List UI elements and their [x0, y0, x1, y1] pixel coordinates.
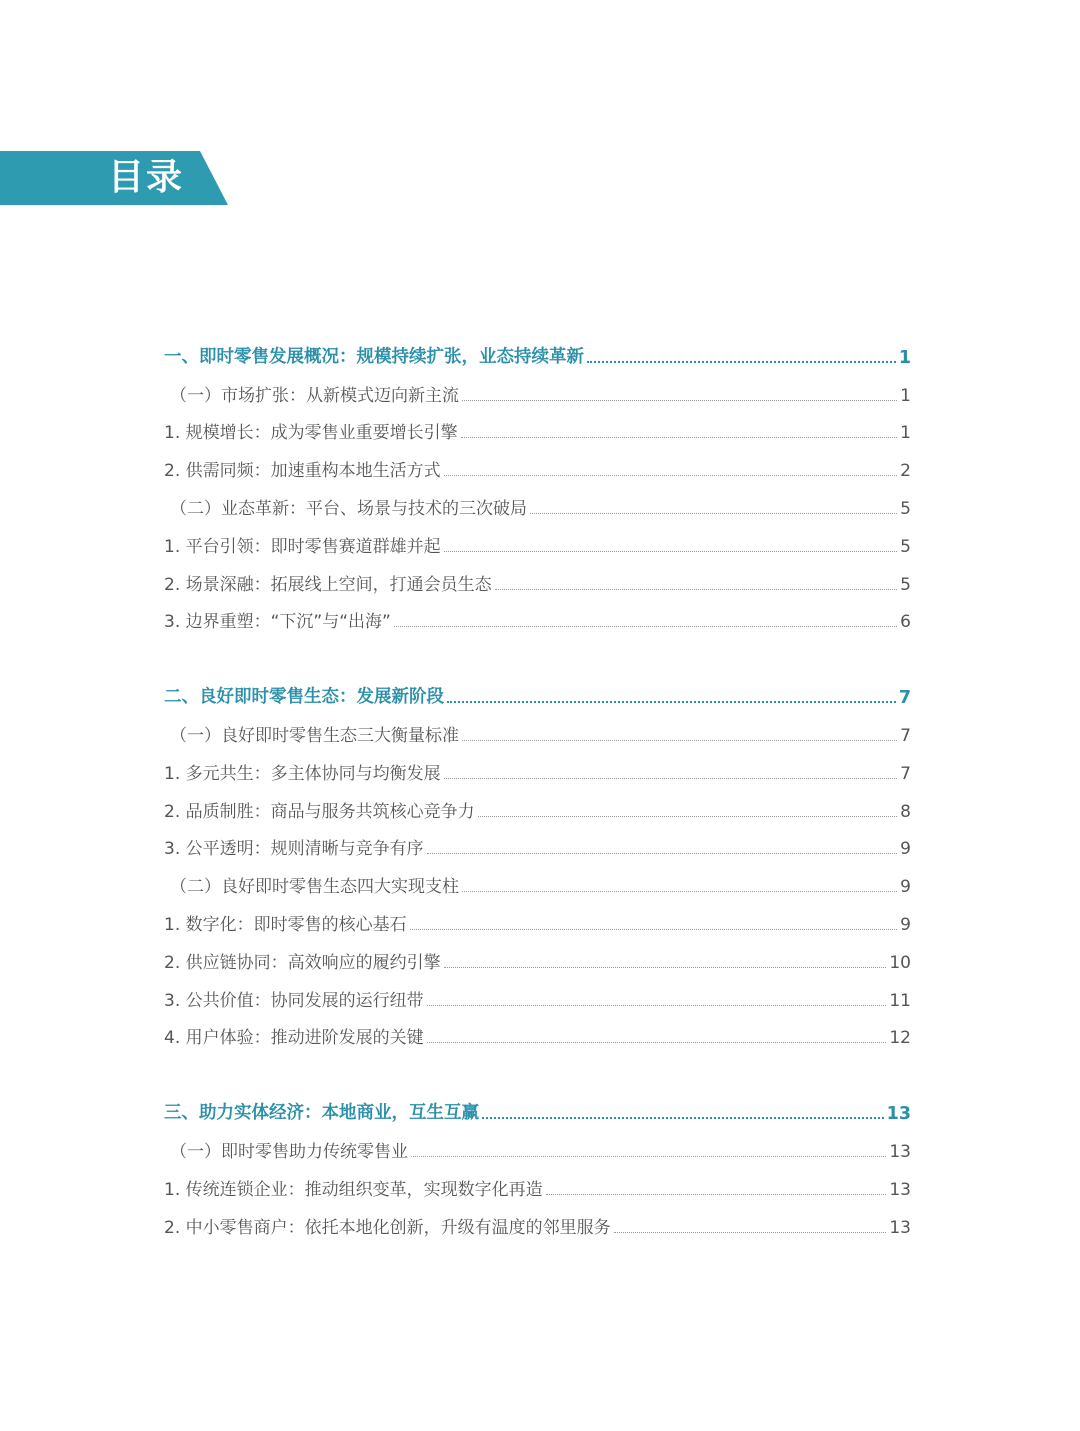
toc-page-number: 10 — [889, 952, 911, 973]
toc-entry[interactable] — [164, 1015, 911, 1053]
toc-entry-text: （一）即时零售助力传统零售业 — [170, 1141, 408, 1162]
toc-entry-text: 3. 公平透明：规则清晰与竞争有序 — [164, 839, 424, 860]
toc-entry[interactable] — [164, 410, 911, 448]
toc-entry-text: （一）良好即时零售生态三大衡量标准 — [170, 725, 459, 746]
dot-leader — [461, 437, 898, 438]
toc-page-number: 12 — [889, 1028, 911, 1049]
toc-page-number: 9 — [900, 877, 911, 898]
toc-entry-text: 二、良好即时零售生态：发展新阶段 — [164, 687, 444, 708]
toc-page-number: 6 — [900, 612, 911, 633]
toc-entry-text: 1. 规模增长：成为零售业重要增长引擎 — [164, 423, 458, 444]
toc-entry-text: （二）业态革新：平台、场景与技术的三次破局 — [170, 498, 527, 519]
dot-leader — [427, 1042, 887, 1043]
toc-entry-text: 1. 数字化：即时零售的核心基石 — [164, 914, 407, 935]
toc-page-number: 5 — [900, 536, 911, 557]
toc-subsection-entry[interactable] — [164, 712, 911, 750]
dot-leader — [411, 1156, 886, 1157]
toc-entry-text: 1. 多元共生：多主体协同与均衡发展 — [164, 763, 441, 784]
toc-page-number: 1 — [900, 385, 911, 406]
toc-entry-text: 1. 传统连锁企业：推动组织变革，实现数字化再造 — [164, 1179, 543, 1200]
toc-entry-text: 2. 中小零售商户：依托本地化创新，升级有温度的邻里服务 — [164, 1217, 611, 1238]
toc-entry[interactable] — [164, 826, 911, 864]
dot-leader — [587, 361, 896, 363]
toc-entry-text: 4. 用户体验：推动进阶发展的关键 — [164, 1028, 424, 1049]
toc-subsection-entry[interactable] — [164, 372, 911, 410]
dot-leader — [444, 778, 898, 779]
toc-page-number: 11 — [889, 990, 911, 1011]
toc-subsection-entry[interactable] — [164, 485, 911, 523]
toc-page-number: 1 — [900, 423, 911, 444]
toc-page-number: 13 — [889, 1179, 911, 1200]
toc-page-number: 7 — [898, 688, 911, 709]
toc-page-number: 5 — [900, 574, 911, 595]
table-of-contents — [164, 334, 911, 1242]
dot-leader — [444, 475, 898, 476]
toc-entry-text: 2. 场景深融：拓展线上空间，打通会员生态 — [164, 574, 492, 595]
toc-entry-text: 一、即时零售发展概况：规模持续扩张，业态持续革新 — [164, 346, 584, 367]
dot-leader — [462, 740, 897, 741]
dot-leader — [410, 929, 898, 930]
toc-page-number: 5 — [900, 498, 911, 519]
dot-leader — [462, 891, 897, 892]
toc-entry[interactable] — [164, 750, 911, 788]
dot-leader — [478, 816, 898, 817]
section-spacer — [164, 636, 911, 674]
toc-section-heading[interactable] — [164, 1090, 911, 1128]
toc-entry-text: 三、助力实体经济：本地商业，互生互赢 — [164, 1103, 479, 1124]
toc-section-heading[interactable] — [164, 674, 911, 712]
toc-entry-text: 2. 供需同频：加速重构本地生活方式 — [164, 461, 441, 482]
toc-subsection-entry[interactable] — [164, 1128, 911, 1166]
toc-entry-text: 2. 品质制胜：商品与服务共筑核心竞争力 — [164, 801, 475, 822]
toc-entry[interactable] — [164, 523, 911, 561]
toc-page-number: 9 — [900, 839, 911, 860]
dot-leader — [444, 551, 898, 552]
dot-leader — [394, 626, 897, 627]
toc-entry-text: 2. 供应链协同：高效响应的履约引擎 — [164, 952, 441, 973]
toc-entry[interactable] — [164, 561, 911, 599]
toc-entry[interactable] — [164, 977, 911, 1015]
toc-entry[interactable] — [164, 447, 911, 485]
section-spacer — [164, 1052, 911, 1090]
toc-entry-text: （一）市场扩张：从新模式迈向新主流 — [170, 385, 459, 406]
toc-page-number: 13 — [886, 1104, 911, 1125]
toc-page-number: 9 — [900, 914, 911, 935]
dot-leader — [530, 513, 897, 514]
dot-leader — [427, 1005, 887, 1006]
toc-subsection-entry[interactable] — [164, 863, 911, 901]
toc-page-number: 13 — [889, 1217, 911, 1238]
toc-page-number: 7 — [900, 763, 911, 784]
toc-entry[interactable] — [164, 901, 911, 939]
dot-leader — [546, 1194, 887, 1195]
toc-entry-text: 3. 边界重塑：“下沉”与“出海” — [164, 612, 391, 633]
toc-entry[interactable] — [164, 1204, 911, 1242]
dot-leader — [614, 1232, 887, 1233]
toc-entry[interactable] — [164, 1166, 911, 1204]
toc-page-number: 2 — [900, 461, 911, 482]
dot-leader — [427, 853, 898, 854]
toc-entry[interactable] — [164, 939, 911, 977]
dot-leader — [444, 967, 887, 968]
page-title: 目录 — [108, 157, 185, 198]
toc-page-number: 8 — [900, 801, 911, 822]
toc-entry-text: 3. 公共价值：协同发展的运行纽带 — [164, 990, 424, 1011]
dot-leader — [447, 701, 896, 703]
dot-leader — [482, 1117, 884, 1119]
dot-leader — [495, 589, 898, 590]
dot-leader — [462, 400, 897, 401]
toc-page-number: 7 — [900, 725, 911, 746]
toc-page-number: 13 — [889, 1141, 911, 1162]
toc-page-number: 1 — [898, 347, 911, 368]
toc-entry-text: 1. 平台引领：即时零售赛道群雄并起 — [164, 536, 441, 557]
toc-entry-text: （二）良好即时零售生态四大实现支柱 — [170, 877, 459, 898]
toc-entry[interactable] — [164, 788, 911, 826]
toc-entry[interactable] — [164, 599, 911, 637]
toc-section-heading[interactable] — [164, 334, 911, 372]
